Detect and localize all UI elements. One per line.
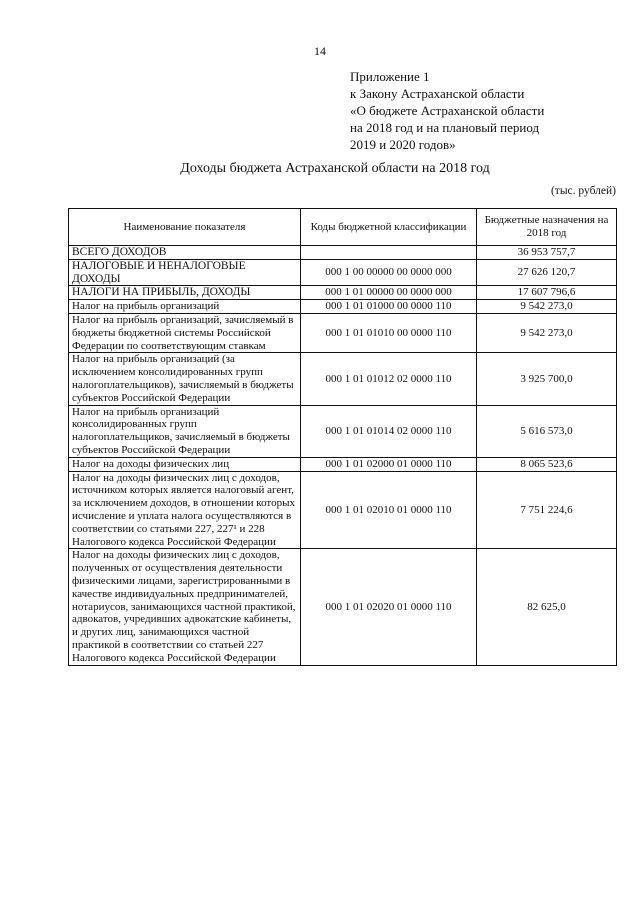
appendix-line: на 2018 год и на плановый период (350, 120, 540, 135)
header-amount: Бюджетные назначения на 2018 год (477, 209, 617, 246)
row-code: 000 1 00 00000 00 0000 000 (301, 259, 477, 286)
row-code: 000 1 01 02010 01 0000 110 (301, 471, 477, 549)
row-amount: 5 616 573,0 (477, 405, 617, 457)
row-name: ВСЕГО ДОХОДОВ (69, 246, 301, 260)
appendix-line: 2019 и 2020 годов» (350, 137, 456, 152)
row-amount: 9 542 273,0 (477, 313, 617, 352)
row-code: 000 1 01 02020 01 0000 110 (301, 549, 477, 665)
header-code: Коды бюджетной классификации (301, 209, 477, 246)
table-row (69, 300, 617, 314)
table-row (69, 259, 617, 286)
row-code: 000 1 01 01014 02 0000 110 (301, 405, 477, 457)
table-row (69, 353, 617, 405)
table-row (69, 286, 617, 300)
row-amount: 7 751 224,6 (477, 471, 617, 549)
row-name: Налог на прибыль организаций (за исключением консолидированных групп налогоплательщиков), зачисляемый в бюджеты субъектов Российской Федерации (69, 353, 301, 405)
appendix-note (350, 68, 620, 153)
revenue-table (68, 208, 617, 666)
table-row (69, 313, 617, 352)
table-row (69, 246, 617, 260)
table-row (69, 471, 617, 549)
row-code: 000 1 01 00000 00 0000 000 (301, 286, 477, 300)
page-number: 14 (314, 44, 326, 58)
row-name: Налог на прибыль организаций (69, 300, 301, 314)
document-title: Доходы бюджета Астраханской области на 2018 год (180, 161, 490, 176)
appendix-line: к Закону Астраханской области (350, 86, 525, 101)
header-name: Наименование показателя (69, 209, 301, 246)
table-row (69, 405, 617, 457)
row-code: 000 1 01 01000 00 0000 110 (301, 300, 477, 314)
row-amount: 36 953 757,7 (477, 246, 617, 260)
row-name: Налог на доходы физических лиц с доходов, полученных от осуществления деятельности физическими лицами, зарегистрированными в качестве индивидуальных предпринимателей, нотариусов, занимающихся частной практикой, адвокатов, учредивших адвокатские кабинеты, и других лиц, занимающихся частной практикой в соответствии со статьей 227 Налогового кодекса Российской Федерации (69, 549, 301, 665)
row-name: НАЛОГОВЫЕ И НЕНАЛОГОВЫЕ ДОХОДЫ (69, 259, 301, 286)
table-row (69, 549, 617, 665)
units-label: (тыс. рублей) (550, 185, 616, 197)
row-code: 000 1 01 01010 00 0000 110 (301, 313, 477, 352)
row-amount: 82 625,0 (477, 549, 617, 665)
table-row (69, 457, 617, 471)
appendix-line: «О бюджете Астраханской области (350, 103, 545, 118)
row-amount: 27 626 120,7 (477, 259, 617, 286)
row-code: 000 1 01 02000 01 0000 110 (301, 457, 477, 471)
row-amount: 3 925 700,0 (477, 353, 617, 405)
row-name: Налог на прибыль организаций, зачисляемый в бюджеты бюджетной системы Российской Федерации по соответствующим ставкам (69, 313, 301, 352)
table-header-row (69, 209, 617, 246)
row-name: Налог на доходы физических лиц (69, 457, 301, 471)
row-name: Налог на доходы физических лиц с доходов, источником которых является налоговый агент, за исключением доходов, в отношении которых исчисление и уплата налога осуществляются в соответствии со статьями 227, 227¹ и 228 Налогового кодекса Российской Федерации (69, 471, 301, 549)
row-amount: 8 065 523,6 (477, 457, 617, 471)
row-amount: 9 542 273,0 (477, 300, 617, 314)
row-name: Налог на прибыль организаций консолидированных групп налогоплательщиков, зачисляемый в бюджеты субъектов Российской Федерации (69, 405, 301, 457)
row-code: 000 1 01 01012 02 0000 110 (301, 353, 477, 405)
row-amount: 17 607 796,6 (477, 286, 617, 300)
appendix-line: Приложение 1 (350, 69, 430, 84)
row-code (301, 246, 477, 260)
row-name: НАЛОГИ НА ПРИБЫЛЬ, ДОХОДЫ (69, 286, 301, 300)
